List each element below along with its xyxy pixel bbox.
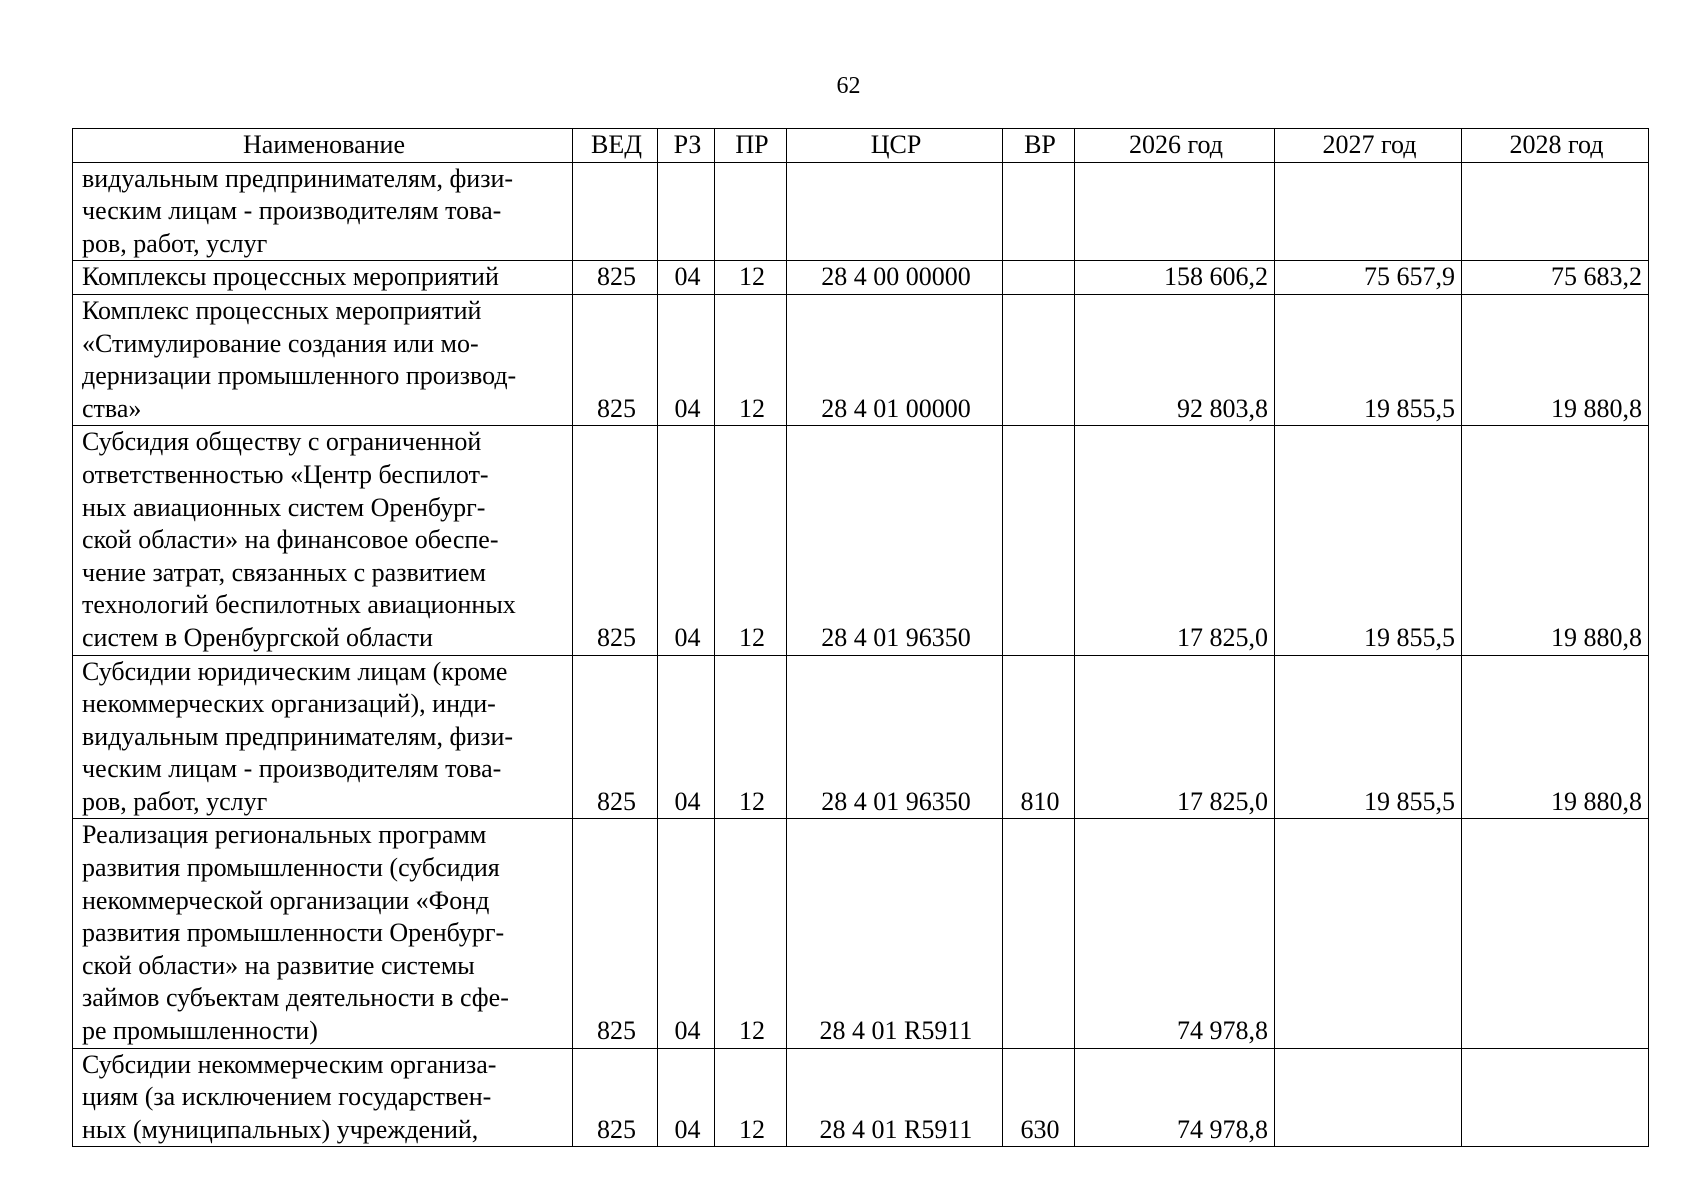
row-rz: 04 <box>658 655 715 819</box>
row-pr: 12 <box>715 261 787 295</box>
row-vr: 630 <box>1003 1048 1075 1147</box>
row-rz: 04 <box>658 294 715 425</box>
table-body <box>73 162 1649 1147</box>
row-vr <box>1003 261 1075 295</box>
row-amount-2027 <box>1275 1048 1462 1147</box>
row-csr: 28 4 00 00000 <box>787 261 1003 295</box>
table-header <box>73 129 1649 163</box>
row-name-line: циям (за исключением государствен- <box>82 1082 492 1112</box>
row-ved: 825 <box>573 819 658 1048</box>
row-name-line: чение затрат, связанных с развитием <box>82 557 486 587</box>
table-row <box>73 294 1649 425</box>
row-amount-2027: 19 855,5 <box>1275 294 1462 425</box>
row-name-line: ческим лицам - производителям това- <box>82 196 502 226</box>
row-name-line: Субсидии юридическим лицам (кроме <box>82 656 508 686</box>
row-name-line: ных (муниципальных) учреждений, <box>82 1114 479 1144</box>
row-name-line: систем в Оренбургской области <box>82 622 433 652</box>
header-year-2028: 2028 год <box>1462 129 1649 163</box>
row-amount-2026: 74 978,8 <box>1075 819 1275 1048</box>
row-amount-2028 <box>1462 1048 1649 1147</box>
row-ved <box>573 162 658 261</box>
row-rz: 04 <box>658 819 715 1048</box>
row-csr: 28 4 01 R5911 <box>787 1048 1003 1147</box>
row-name-line: Реализация региональных программ <box>82 820 487 850</box>
row-name-line: видуальным предпринимателям, физи- <box>82 163 514 193</box>
row-csr: 28 4 01 R5911 <box>787 819 1003 1048</box>
row-rz: 04 <box>658 261 715 295</box>
row-name-line: ческим лицам - производителям това- <box>82 754 502 784</box>
row-amount-2026: 92 803,8 <box>1075 294 1275 425</box>
row-pr: 12 <box>715 294 787 425</box>
row-amount-2026: 158 606,2 <box>1075 261 1275 295</box>
row-pr: 12 <box>715 655 787 819</box>
row-name-line: ства» <box>82 393 142 423</box>
row-name-line: ответственностью «Центр беспилот- <box>82 459 489 489</box>
header-pr: ПР <box>715 129 787 163</box>
row-name-line: Субсидии некоммерческим организа- <box>82 1049 497 1079</box>
table-row <box>73 162 1649 261</box>
header-rz: РЗ <box>658 129 715 163</box>
row-amount-2027: 19 855,5 <box>1275 426 1462 655</box>
header-csr: ЦСР <box>787 129 1003 163</box>
row-pr <box>715 162 787 261</box>
row-amount-2028 <box>1462 819 1649 1048</box>
row-name <box>73 819 573 1048</box>
row-ved: 825 <box>573 294 658 425</box>
row-amount-2028: 19 880,8 <box>1462 426 1649 655</box>
row-amount-2026: 17 825,0 <box>1075 655 1275 819</box>
row-amount-2027 <box>1275 819 1462 1048</box>
table-row <box>73 426 1649 655</box>
table-row <box>73 261 1649 295</box>
row-name-line: некоммерческих организаций), инди- <box>82 689 496 719</box>
row-rz: 04 <box>658 1048 715 1147</box>
row-amount-2027: 75 657,9 <box>1275 261 1462 295</box>
row-csr: 28 4 01 96350 <box>787 655 1003 819</box>
row-name-line: дернизации промышленного производ- <box>82 361 517 391</box>
header-year-2026: 2026 год <box>1075 129 1275 163</box>
row-ved: 825 <box>573 261 658 295</box>
row-name <box>73 1048 573 1147</box>
row-amount-2026: 74 978,8 <box>1075 1048 1275 1147</box>
budget-table <box>72 128 1649 1147</box>
row-name-line: развития промышленности (субсидия <box>82 853 500 883</box>
row-pr: 12 <box>715 426 787 655</box>
table-row <box>73 655 1649 819</box>
row-name <box>73 426 573 655</box>
header-ved: ВЕД <box>573 129 658 163</box>
row-vr <box>1003 819 1075 1048</box>
row-vr: 810 <box>1003 655 1075 819</box>
row-amount-2026 <box>1075 162 1275 261</box>
row-name-line: «Стимулирование создания или мо- <box>82 328 479 358</box>
row-rz <box>658 162 715 261</box>
row-name-line: ров, работ, услуг <box>82 228 268 258</box>
row-amount-2028: 19 880,8 <box>1462 294 1649 425</box>
row-pr: 12 <box>715 819 787 1048</box>
row-name-line: ской области» на финансовое обеспе- <box>82 525 499 555</box>
row-amount-2027: 19 855,5 <box>1275 655 1462 819</box>
row-rz: 04 <box>658 426 715 655</box>
row-csr <box>787 162 1003 261</box>
row-ved: 825 <box>573 426 658 655</box>
header-year-2027: 2027 год <box>1275 129 1462 163</box>
row-name-line: видуальным предпринимателям, физи- <box>82 721 514 751</box>
row-name <box>73 655 573 819</box>
row-amount-2028: 19 880,8 <box>1462 655 1649 819</box>
row-ved: 825 <box>573 1048 658 1147</box>
table-row <box>73 819 1649 1048</box>
row-name-line: технологий беспилотных авиационных <box>82 590 516 620</box>
row-vr <box>1003 426 1075 655</box>
row-name <box>73 261 573 295</box>
row-name-line: займов субъектам деятельности в сфе- <box>82 983 509 1013</box>
row-amount-2028: 75 683,2 <box>1462 261 1649 295</box>
row-name-line: Комплекс процессных мероприятий <box>82 295 482 325</box>
row-ved: 825 <box>573 655 658 819</box>
row-name-line: ре промышленности) <box>82 1016 318 1046</box>
row-amount-2026: 17 825,0 <box>1075 426 1275 655</box>
header-row <box>73 129 1649 163</box>
table-row <box>73 1048 1649 1147</box>
row-vr <box>1003 162 1075 261</box>
row-name-line: Комплексы процессных мероприятий <box>82 262 499 292</box>
row-name-line: Субсидия обществу с ограниченной <box>82 427 482 457</box>
row-name <box>73 294 573 425</box>
row-name-line: некоммерческой организации «Фонд <box>82 885 490 915</box>
row-amount-2028 <box>1462 162 1649 261</box>
row-name-line: развития промышленности Оренбург- <box>82 918 505 948</box>
header-name: Наименование <box>73 129 573 163</box>
header-vr: ВР <box>1003 129 1075 163</box>
row-name-line: ров, работ, услуг <box>82 786 268 816</box>
row-name <box>73 162 573 261</box>
row-amount-2027 <box>1275 162 1462 261</box>
row-name-line: ской области» на развитие системы <box>82 950 475 980</box>
row-csr: 28 4 01 00000 <box>787 294 1003 425</box>
page-number: 62 <box>836 73 861 99</box>
row-vr <box>1003 294 1075 425</box>
row-name-line: ных авиационных систем Оренбург- <box>82 492 486 522</box>
row-pr: 12 <box>715 1048 787 1147</box>
row-csr: 28 4 01 96350 <box>787 426 1003 655</box>
